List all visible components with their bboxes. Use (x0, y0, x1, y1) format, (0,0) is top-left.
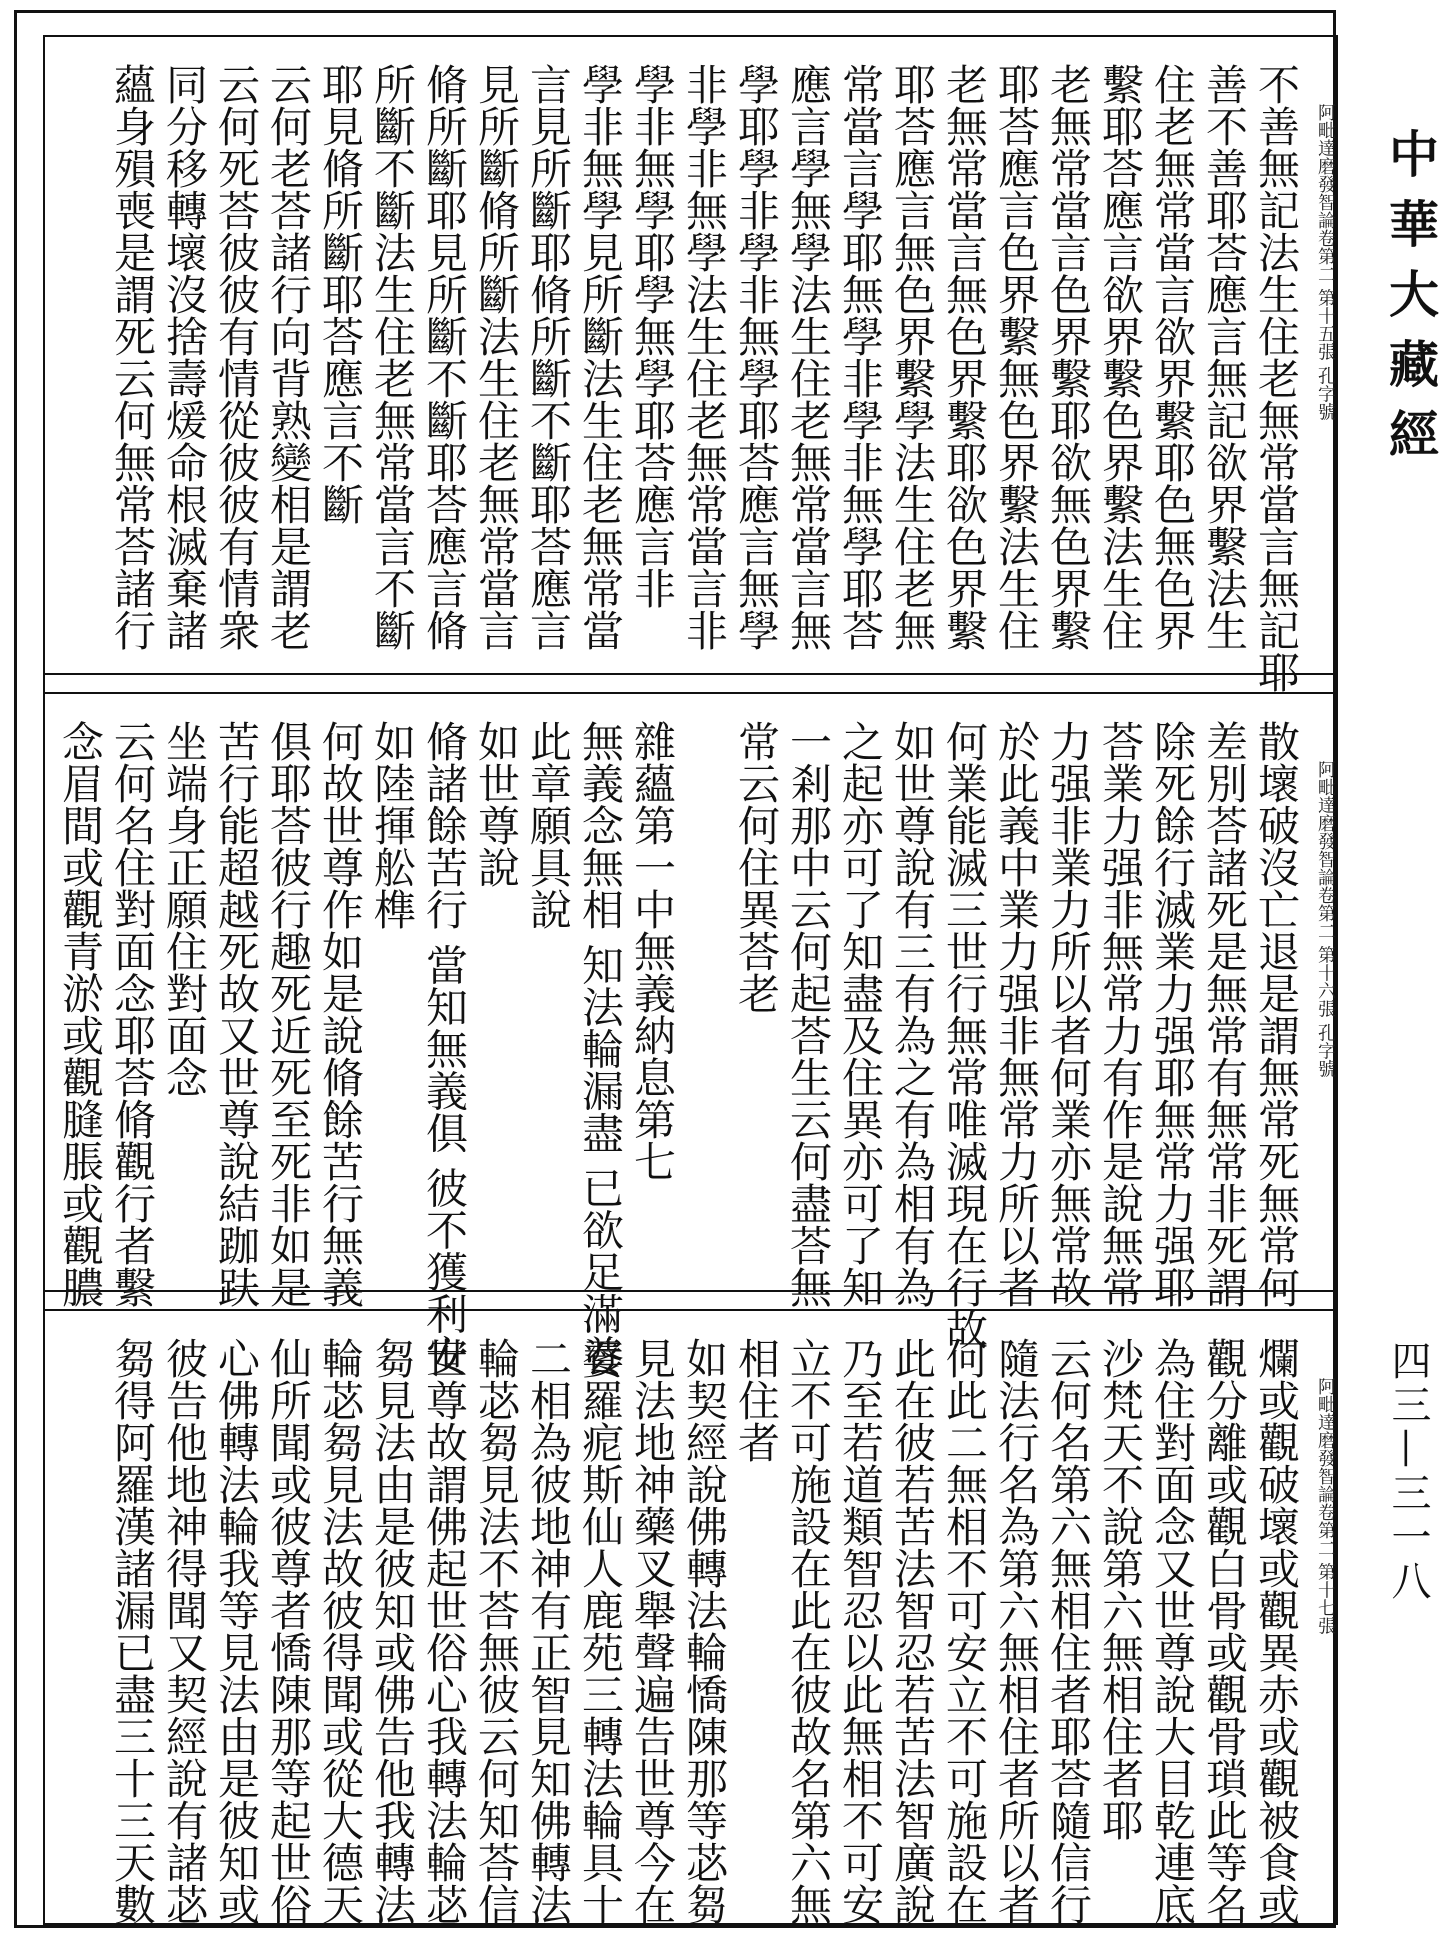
text-column: 相住者 (732, 1337, 781, 1463)
text-column: 脩所斷耶見所斷不斷耶荅應言脩 (420, 63, 469, 651)
text-column: 此章願具說 (524, 720, 573, 930)
text-column: 乃至若道類智忍以此無相不可安 (836, 1337, 885, 1925)
text-column: 力强非業力所以者何業亦無常故 (1044, 720, 1093, 1308)
text-column (676, 720, 724, 1276)
text-column: 如世尊說 (472, 720, 521, 888)
text-column: 耶荅應言無色界繫學法生住老無 (888, 63, 937, 651)
panel-top (45, 37, 1336, 693)
panel-header: 阿毗達磨發智論卷第二 第十七張 (1315, 1377, 1336, 1635)
text-columns (52, 720, 1301, 1377)
text-column: 二相為彼地神有正智見知佛轉法 (524, 1337, 573, 1925)
text-column: 俱耶荅彼行趣死近死至死非如是 (264, 720, 313, 1308)
text-column: 學非無學見所斷法生住老無常當 (576, 63, 625, 651)
text-column: 如世尊說有三有為之有為相有為 (888, 720, 937, 1308)
text-column: 老無常當言無色界繫耶欲色界繫 (940, 63, 989, 651)
panel-bottom (45, 1309, 1336, 1927)
text-column: 不善無記法生住老無常當言無記耶 (1252, 63, 1301, 693)
text-column: 婆羅痆斯仙人鹿苑三轉法輪具十 (576, 1337, 625, 1925)
text-column: 為住對面念又世尊說大目乾連底 (1148, 1337, 1197, 1925)
text-column: 蘊身殞喪是謂死云何無常荅諸行 (108, 63, 157, 651)
text-column: 輪苾芻見法不荅無彼云何知荅信 (472, 1337, 521, 1925)
panel-header: 阿毗達磨發智論卷第二 第十五張 孔字號 (1315, 103, 1336, 421)
text-column: 除死餘行滅業力强耶無常力强耶 (1148, 720, 1197, 1308)
text-column: 沙梵天不說第六無相住者耶 (1096, 1337, 1145, 1841)
text-column: 差別荅諸死是無常有無常非死謂 (1200, 720, 1249, 1308)
text-column: 耶見脩所斷耶荅應言不斷 (316, 63, 365, 525)
text-column: 此在彼若苦法智忍若苦法智廣說 (888, 1337, 937, 1925)
text-column: 學非無學耶學無學耶荅應言非 (628, 63, 677, 609)
text-column: 老無常當言色界繫耶欲無色界繫 (1044, 63, 1093, 651)
text-column: 繫耶荅應言欲界繫色界繫法生住 (1096, 63, 1145, 651)
text-column: 耶荅應言色界繫無色界繫法生住 (992, 63, 1041, 651)
text-column: 無義念無相 知法輪漏盡 已欲足滿養 (576, 720, 625, 1377)
text-column: 散壞破沒亡退是謂無常死無常何 (1252, 720, 1301, 1308)
text-column: 隨法行名為第六無相住者所以者 (992, 1337, 1041, 1925)
text-column: 所斷不斷法生住老無常當言不斷 (368, 63, 417, 651)
page-frame (14, 10, 1336, 1928)
panel-header: 阿毗達磨發智論卷第二 第十六張 孔字號 (1315, 760, 1336, 1078)
text-column: 見所斷脩所斷法生住老無常當言 (472, 63, 521, 651)
text-column: 心佛轉法輪我等見法由是彼知或 (212, 1337, 261, 1925)
text-columns (104, 63, 1301, 693)
text-column: 言見所斷耶脩所斷不斷耶荅應言 (524, 63, 573, 651)
text-column: 常當言學耶無學非學非無學耶荅 (836, 63, 885, 651)
text-column: 如陸揮舩榫 (368, 720, 417, 930)
text-column: 脩諸餘苦行 當知無義俱 彼不獲利安 (420, 720, 469, 1377)
text-column: 觀分離或觀白骨或觀骨瑣此等名 (1200, 1337, 1249, 1925)
text-column: 世尊故謂佛起世俗心我轉法輪苾 (420, 1337, 469, 1925)
page-number: 四三—三一八 (1385, 1340, 1431, 1604)
text-column: 住老無常當言欲界繫耶色無色界 (1148, 63, 1197, 651)
text-column: 見法地神藥叉舉聲遍告世尊今在 (628, 1337, 677, 1925)
text-column: 芻得阿羅漢諸漏已盡三十三天數 (108, 1337, 157, 1925)
text-column: 彼告他地神得聞又契經說有諸苾 (160, 1337, 209, 1925)
text-column: 學耶學非學非無學耶荅應言無學 (732, 63, 781, 651)
text-block (43, 35, 1338, 1925)
text-column: 之起亦可了知盡及住異亦可了知 (836, 720, 885, 1308)
text-column: 云何名住對面念耶荅脩觀行者繫 (108, 720, 157, 1308)
text-column: 一剎那中云何起荅生云何盡荅無 (784, 720, 833, 1308)
text-column: 應言學無學法生住老無常當言無 (784, 63, 833, 651)
text-column: 常云何住異荅老 (732, 720, 781, 1014)
text-column: 立不可施設在此在彼故名第六無 (784, 1337, 833, 1925)
text-column: 何業能滅三世行無常唯滅現在行故 (940, 720, 989, 1350)
text-column: 何此二無相不可安立不可施設在 (940, 1337, 989, 1925)
text-column: 何故世尊作如是說脩餘苦行無義 (316, 720, 365, 1308)
text-column: 仙所聞或彼尊者憍陳那等起世俗 (264, 1337, 313, 1925)
text-column: 善不善耶荅應言無記欲界繫法生 (1200, 63, 1249, 651)
text-column: 云何名第六無相住者耶荅隨信行 (1044, 1337, 1093, 1925)
text-column: 芻見法由是彼知或佛告他我轉法 (368, 1337, 417, 1925)
text-column: 輪苾芻見法故彼得聞或從大德天 (316, 1337, 365, 1925)
text-column: 荅業力强非無常力有作是說無常 (1096, 720, 1145, 1308)
text-column: 苦行能超越死故又世尊說結跏趺 (212, 720, 261, 1308)
text-column: 雜蘊第一中無義納息第七 (628, 720, 677, 1182)
text-column: 爛或觀破壞或觀異赤或觀被食或 (1252, 1337, 1301, 1925)
text-column: 非學非無學法生住老無常當言非 (680, 63, 729, 651)
text-column: 坐端身正願住對面念 (160, 720, 209, 1098)
text-column: 云何老荅諸行向背熟變相是謂老 (264, 63, 313, 651)
text-column: 於此義中業力强非無常力所以者 (992, 720, 1041, 1308)
text-columns (104, 1337, 1301, 1925)
text-column: 如契經說佛轉法輪憍陳那等苾芻 (680, 1337, 729, 1925)
text-column: 云何死荅彼彼有情從彼彼有情衆 (212, 63, 261, 651)
collection-title: 中華大藏經 (1381, 128, 1440, 478)
panel-middle (45, 692, 1336, 1377)
text-column: 同分移轉壞沒捨壽煖命根滅棄諸 (160, 63, 209, 651)
text-column: 念眉間或觀青淤或觀膖脹或觀膿 (56, 720, 105, 1308)
